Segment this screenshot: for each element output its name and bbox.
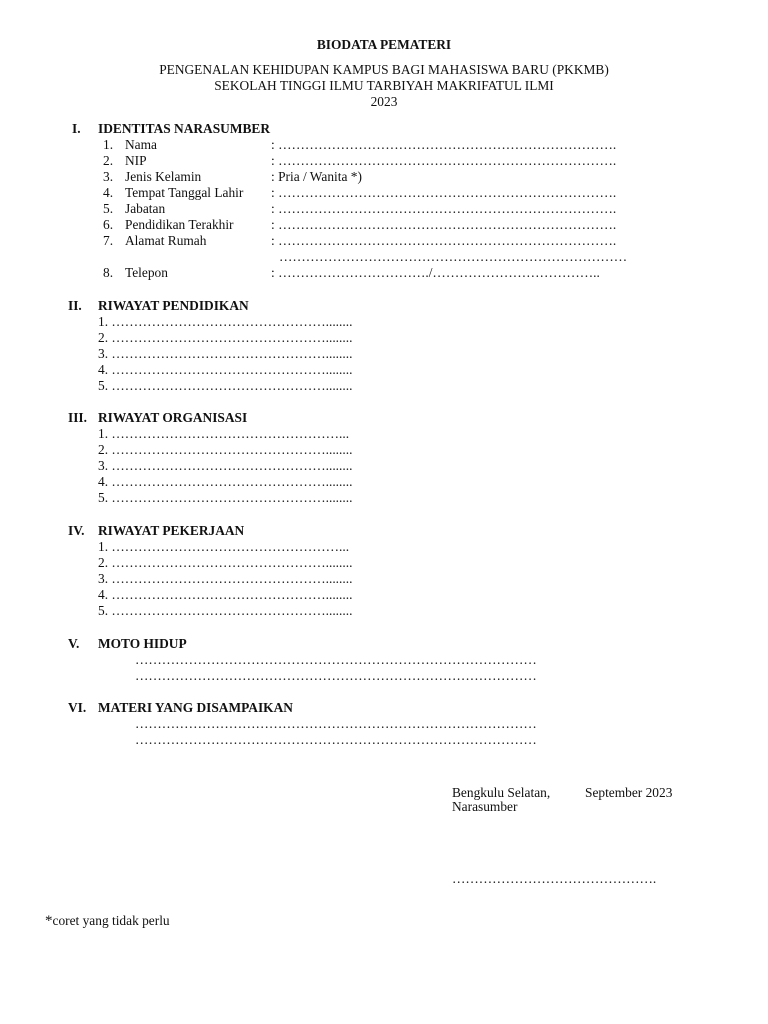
section-4-title: RIWAYAT PEKERJAAN xyxy=(98,523,245,538)
field-value[interactable]: : ……………………………./……………………………….. xyxy=(271,265,600,280)
header-line-3: 2023 xyxy=(370,94,398,109)
list-item[interactable]: 3. …………………………………………........ xyxy=(98,346,353,361)
list-item[interactable]: 4. …………………………………………........ xyxy=(98,474,353,489)
list-item[interactable]: 4. …………………………………………........ xyxy=(98,587,353,602)
section-2-title: RIWAYAT PENDIDIKAN xyxy=(98,298,249,313)
field-value[interactable]: : …………………………………………………………………. xyxy=(271,233,617,248)
signature-date: September 2023 xyxy=(585,785,673,800)
field-number: 1. xyxy=(103,137,114,152)
list-item[interactable]: 1. ……………………………………………... xyxy=(98,539,350,554)
list-item[interactable]: 5. …………………………………………........ xyxy=(98,378,353,393)
section-5-title: MOTO HIDUP xyxy=(98,636,187,651)
header-line-2: SEKOLAH TINGGI ILMU TARBIYAH MAKRIFATUL ILMI xyxy=(214,78,554,93)
section-5-number: V. xyxy=(68,636,80,651)
material-line[interactable]: ……………………………………………………………………………… xyxy=(135,732,537,747)
field-number: 4. xyxy=(103,185,114,200)
list-item[interactable]: 2. …………………………………………........ xyxy=(98,442,353,457)
list-item[interactable]: 4. …………………………………………........ xyxy=(98,362,353,377)
field-label: Telepon xyxy=(125,265,168,280)
list-item[interactable]: 2. …………………………………………........ xyxy=(98,330,353,345)
field-number: 8. xyxy=(103,265,114,280)
field-value[interactable]: : …………………………………………………………………. xyxy=(271,153,617,168)
section-4-number: IV. xyxy=(68,523,85,538)
field-label: Pendidikan Terakhir xyxy=(125,217,234,232)
field-label: Jabatan xyxy=(125,201,166,216)
footnote-star: * xyxy=(45,913,53,929)
section-2-number: II. xyxy=(68,298,82,313)
section-3-number: III. xyxy=(68,410,87,425)
field-number: 5. xyxy=(103,201,114,216)
field-value[interactable]: …………………………………………………………………… xyxy=(279,249,628,264)
motto-line[interactable]: ……………………………………………………………………………… xyxy=(135,652,537,667)
list-item[interactable]: 3. …………………………………………........ xyxy=(98,458,353,473)
field-value[interactable]: : …………………………………………………………………. xyxy=(271,137,617,152)
section-6-title: MATERI YANG DISAMPAIKAN xyxy=(98,700,293,715)
signature-line[interactable]: ………………………………………. xyxy=(452,871,657,886)
section-1-number: I. xyxy=(72,121,81,136)
field-number: 6. xyxy=(103,217,114,232)
field-value[interactable]: : Pria / Wanita *) xyxy=(271,169,362,184)
field-label: Alamat Rumah xyxy=(125,233,207,248)
section-3-title: RIWAYAT ORGANISASI xyxy=(98,410,248,425)
list-item[interactable]: 5. …………………………………………........ xyxy=(98,603,353,618)
field-label: NIP xyxy=(125,153,147,168)
field-label: Tempat Tanggal Lahir xyxy=(125,185,244,200)
field-number: 3. xyxy=(103,169,114,184)
section-1-title: IDENTITAS NARASUMBER xyxy=(98,121,270,136)
section-6-number: VI. xyxy=(68,700,87,715)
footnote-text: coret yang tidak perlu xyxy=(52,913,170,928)
field-number: 2. xyxy=(103,153,114,168)
motto-line[interactable]: ……………………………………………………………………………… xyxy=(135,668,537,683)
field-label: Nama xyxy=(125,137,157,152)
header-line-1: PENGENALAN KEHIDUPAN KAMPUS BAGI MAHASISWA BARU (PKKMB) xyxy=(159,62,609,77)
list-item[interactable]: 2. …………………………………………........ xyxy=(98,555,353,570)
list-item[interactable]: 5. …………………………………………........ xyxy=(98,490,353,505)
field-value[interactable]: : …………………………………………………………………. xyxy=(271,201,617,216)
field-value[interactable]: : …………………………………………………………………. xyxy=(271,185,617,200)
list-item[interactable]: 1. …………………………………………........ xyxy=(98,314,353,329)
field-number: 7. xyxy=(103,233,114,248)
footnote xyxy=(45,913,170,929)
signature-place: Bengkulu Selatan, xyxy=(452,785,551,800)
signature-role: Narasumber xyxy=(452,799,518,814)
document-title: BIODATA PEMATERI xyxy=(316,37,452,52)
list-item[interactable]: 3. …………………………………………........ xyxy=(98,571,353,586)
field-value[interactable]: : …………………………………………………………………. xyxy=(271,217,617,232)
field-label: Jenis Kelamin xyxy=(125,169,202,184)
list-item[interactable]: 1. ……………………………………………... xyxy=(98,426,350,441)
material-line[interactable]: ……………………………………………………………………………… xyxy=(135,716,537,731)
